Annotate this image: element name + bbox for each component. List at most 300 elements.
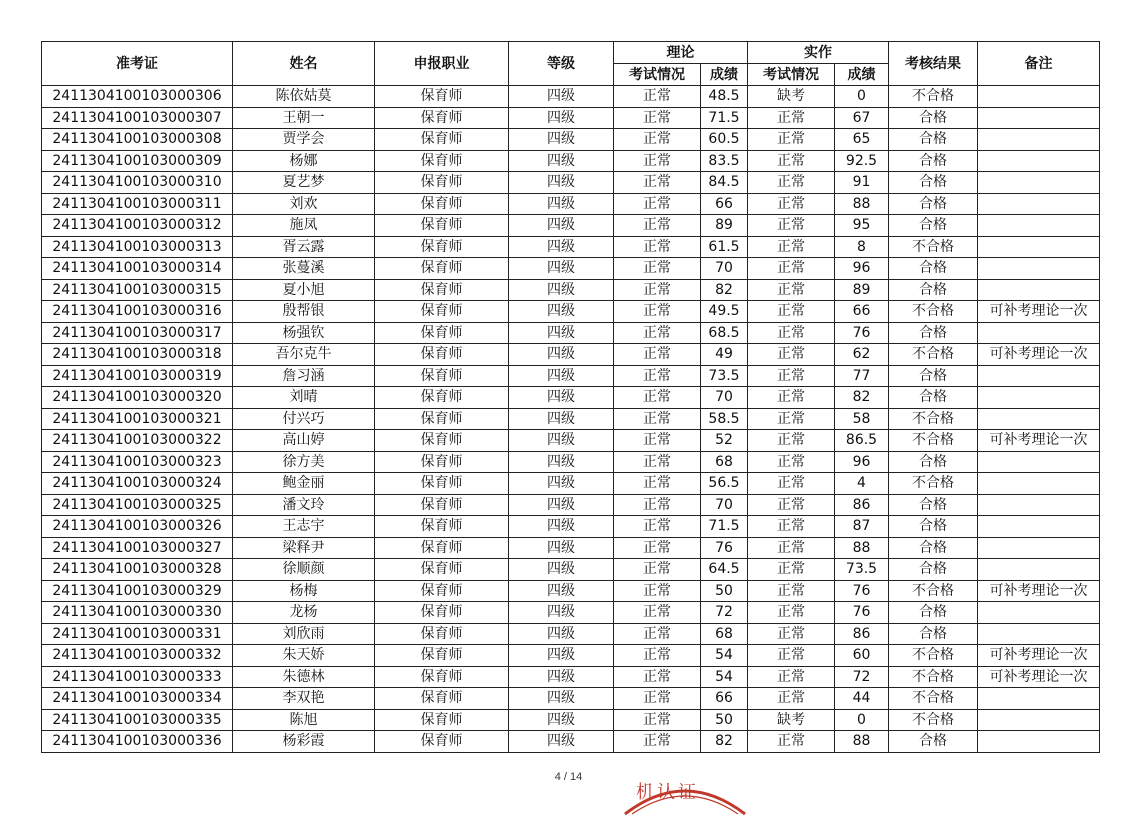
remark-cell: [978, 709, 1100, 731]
result-cell: 合格: [889, 279, 978, 301]
practice-status-cell: 缺考: [748, 86, 835, 108]
result-cell: 合格: [889, 107, 978, 129]
practice-status-cell: 正常: [748, 322, 835, 344]
table-row: [42, 473, 1100, 495]
level-cell: 四级: [509, 344, 614, 366]
table-row: [42, 236, 1100, 258]
practice-score-cell: 86.5: [835, 430, 889, 452]
exam-id-cell: 2411304100103000329: [42, 580, 233, 602]
theory-status-cell: 正常: [614, 559, 701, 581]
table-body: [42, 86, 1100, 753]
table-row: [42, 709, 1100, 731]
name-cell: 王志宇: [233, 516, 375, 538]
table-row: [42, 559, 1100, 581]
occupation-cell: 保育师: [375, 451, 509, 473]
exam-id-cell: 2411304100103000313: [42, 236, 233, 258]
practice-score-cell: 62: [835, 344, 889, 366]
name-cell: 杨强钦: [233, 322, 375, 344]
name-cell: 陈依姑莫: [233, 86, 375, 108]
result-cell: 合格: [889, 451, 978, 473]
practice-status-cell: 正常: [748, 516, 835, 538]
header-result: 考核结果: [889, 42, 978, 86]
level-cell: 四级: [509, 236, 614, 258]
occupation-cell: 保育师: [375, 731, 509, 753]
theory-status-cell: 正常: [614, 602, 701, 624]
result-cell: 不合格: [889, 473, 978, 495]
practice-score-cell: 0: [835, 86, 889, 108]
occupation-cell: 保育师: [375, 322, 509, 344]
result-cell: 不合格: [889, 580, 978, 602]
result-cell: 不合格: [889, 408, 978, 430]
theory-score-cell: 71.5: [701, 516, 748, 538]
theory-score-cell: 58.5: [701, 408, 748, 430]
header-name: 姓名: [233, 42, 375, 86]
occupation-cell: 保育师: [375, 172, 509, 194]
exam-id-cell: 2411304100103000319: [42, 365, 233, 387]
practice-status-cell: 正常: [748, 279, 835, 301]
table-row: [42, 107, 1100, 129]
remark-cell: [978, 451, 1100, 473]
theory-score-cell: 89: [701, 215, 748, 237]
theory-status-cell: 正常: [614, 688, 701, 710]
practice-status-cell: 正常: [748, 365, 835, 387]
result-cell: 合格: [889, 150, 978, 172]
header-practice: 实作: [748, 42, 889, 64]
table-row: [42, 645, 1100, 667]
exam-id-cell: 2411304100103000334: [42, 688, 233, 710]
result-cell: 合格: [889, 172, 978, 194]
result-cell: 不合格: [889, 645, 978, 667]
theory-status-cell: 正常: [614, 365, 701, 387]
table-row: [42, 86, 1100, 108]
practice-status-cell: 正常: [748, 236, 835, 258]
occupation-cell: 保育师: [375, 193, 509, 215]
remark-cell: [978, 731, 1100, 753]
result-cell: 合格: [889, 731, 978, 753]
remark-cell: 可补考理论一次: [978, 645, 1100, 667]
remark-cell: [978, 559, 1100, 581]
table-row: [42, 193, 1100, 215]
table-row: [42, 322, 1100, 344]
header-remark: 备注: [978, 42, 1100, 86]
occupation-cell: 保育师: [375, 86, 509, 108]
practice-status-cell: 正常: [748, 193, 835, 215]
exam-id-cell: 2411304100103000307: [42, 107, 233, 129]
theory-status-cell: 正常: [614, 451, 701, 473]
level-cell: 四级: [509, 129, 614, 151]
practice-score-cell: 88: [835, 731, 889, 753]
exam-id-cell: 2411304100103000317: [42, 322, 233, 344]
name-cell: 殷帮银: [233, 301, 375, 323]
practice-score-cell: 87: [835, 516, 889, 538]
exam-id-cell: 2411304100103000311: [42, 193, 233, 215]
table-row: [42, 172, 1100, 194]
exam-id-cell: 2411304100103000330: [42, 602, 233, 624]
practice-score-cell: 82: [835, 387, 889, 409]
remark-cell: [978, 193, 1100, 215]
exam-id-cell: 2411304100103000308: [42, 129, 233, 151]
practice-status-cell: 正常: [748, 623, 835, 645]
theory-status-cell: 正常: [614, 258, 701, 280]
exam-id-cell: 2411304100103000333: [42, 666, 233, 688]
table-row: [42, 430, 1100, 452]
header-theory-status: 考试情况: [614, 64, 701, 86]
level-cell: 四级: [509, 494, 614, 516]
practice-score-cell: 77: [835, 365, 889, 387]
level-cell: 四级: [509, 666, 614, 688]
remark-cell: [978, 623, 1100, 645]
practice-score-cell: 86: [835, 623, 889, 645]
theory-status-cell: 正常: [614, 709, 701, 731]
practice-status-cell: 正常: [748, 344, 835, 366]
exam-id-cell: 2411304100103000316: [42, 301, 233, 323]
practice-status-cell: 正常: [748, 645, 835, 667]
occupation-cell: 保育师: [375, 236, 509, 258]
table-row: [42, 344, 1100, 366]
name-cell: 李双艳: [233, 688, 375, 710]
header-practice-score: 成绩: [835, 64, 889, 86]
theory-status-cell: 正常: [614, 107, 701, 129]
theory-status-cell: 正常: [614, 516, 701, 538]
theory-score-cell: 68: [701, 451, 748, 473]
header-occupation: 申报职业: [375, 42, 509, 86]
result-cell: 合格: [889, 215, 978, 237]
table-row: [42, 688, 1100, 710]
result-cell: 不合格: [889, 430, 978, 452]
remark-cell: [978, 258, 1100, 280]
practice-score-cell: 8: [835, 236, 889, 258]
practice-score-cell: 96: [835, 451, 889, 473]
practice-status-cell: 正常: [748, 150, 835, 172]
practice-status-cell: 正常: [748, 494, 835, 516]
exam-id-cell: 2411304100103000332: [42, 645, 233, 667]
practice-status-cell: 正常: [748, 580, 835, 602]
exam-id-cell: 2411304100103000331: [42, 623, 233, 645]
theory-status-cell: 正常: [614, 172, 701, 194]
theory-status-cell: 正常: [614, 645, 701, 667]
theory-score-cell: 71.5: [701, 107, 748, 129]
remark-cell: [978, 129, 1100, 151]
exam-id-cell: 2411304100103000318: [42, 344, 233, 366]
name-cell: 施凤: [233, 215, 375, 237]
table-row: [42, 301, 1100, 323]
theory-score-cell: 50: [701, 709, 748, 731]
name-cell: 朱德林: [233, 666, 375, 688]
result-cell: 不合格: [889, 666, 978, 688]
theory-score-cell: 70: [701, 494, 748, 516]
practice-score-cell: 0: [835, 709, 889, 731]
table-row: [42, 580, 1100, 602]
theory-status-cell: 正常: [614, 129, 701, 151]
level-cell: 四级: [509, 172, 614, 194]
theory-score-cell: 82: [701, 731, 748, 753]
result-cell: 不合格: [889, 86, 978, 108]
result-cell: 不合格: [889, 709, 978, 731]
theory-score-cell: 72: [701, 602, 748, 624]
occupation-cell: 保育师: [375, 387, 509, 409]
practice-status-cell: 正常: [748, 408, 835, 430]
exam-id-cell: 2411304100103000321: [42, 408, 233, 430]
practice-status-cell: 正常: [748, 129, 835, 151]
name-cell: 鲍金丽: [233, 473, 375, 495]
practice-status-cell: 正常: [748, 451, 835, 473]
result-cell: 合格: [889, 129, 978, 151]
theory-score-cell: 52: [701, 430, 748, 452]
theory-score-cell: 49.5: [701, 301, 748, 323]
occupation-cell: 保育师: [375, 430, 509, 452]
name-cell: 梁释尹: [233, 537, 375, 559]
level-cell: 四级: [509, 473, 614, 495]
remark-cell: [978, 86, 1100, 108]
name-cell: 杨娜: [233, 150, 375, 172]
name-cell: 胥云露: [233, 236, 375, 258]
level-cell: 四级: [509, 645, 614, 667]
theory-status-cell: 正常: [614, 279, 701, 301]
theory-status-cell: 正常: [614, 494, 701, 516]
seal-text: 机认证: [636, 782, 699, 803]
result-cell: 合格: [889, 387, 978, 409]
theory-score-cell: 76: [701, 537, 748, 559]
name-cell: 杨彩霞: [233, 731, 375, 753]
exam-id-cell: 2411304100103000309: [42, 150, 233, 172]
theory-score-cell: 73.5: [701, 365, 748, 387]
theory-score-cell: 83.5: [701, 150, 748, 172]
theory-score-cell: 84.5: [701, 172, 748, 194]
name-cell: 刘欣雨: [233, 623, 375, 645]
practice-score-cell: 88: [835, 537, 889, 559]
name-cell: 吾尔克牛: [233, 344, 375, 366]
remark-cell: [978, 602, 1100, 624]
theory-status-cell: 正常: [614, 473, 701, 495]
remark-cell: [978, 688, 1100, 710]
remark-cell: 可补考理论一次: [978, 301, 1100, 323]
remark-cell: [978, 322, 1100, 344]
practice-score-cell: 96: [835, 258, 889, 280]
name-cell: 詹习涵: [233, 365, 375, 387]
practice-score-cell: 92.5: [835, 150, 889, 172]
theory-score-cell: 56.5: [701, 473, 748, 495]
result-cell: 合格: [889, 537, 978, 559]
remark-cell: [978, 215, 1100, 237]
name-cell: 徐方美: [233, 451, 375, 473]
practice-status-cell: 正常: [748, 215, 835, 237]
occupation-cell: 保育师: [375, 279, 509, 301]
theory-score-cell: 50: [701, 580, 748, 602]
header-practice-status: 考试情况: [748, 64, 835, 86]
table-row: [42, 451, 1100, 473]
theory-score-cell: 68: [701, 623, 748, 645]
table-row: [42, 408, 1100, 430]
occupation-cell: 保育师: [375, 344, 509, 366]
exam-id-cell: 2411304100103000335: [42, 709, 233, 731]
practice-score-cell: 73.5: [835, 559, 889, 581]
theory-status-cell: 正常: [614, 666, 701, 688]
practice-status-cell: 正常: [748, 666, 835, 688]
theory-status-cell: 正常: [614, 86, 701, 108]
occupation-cell: 保育师: [375, 559, 509, 581]
name-cell: 付兴巧: [233, 408, 375, 430]
occupation-cell: 保育师: [375, 215, 509, 237]
table-row: [42, 258, 1100, 280]
practice-score-cell: 58: [835, 408, 889, 430]
exam-id-cell: 2411304100103000306: [42, 86, 233, 108]
remark-cell: [978, 236, 1100, 258]
practice-status-cell: 正常: [748, 301, 835, 323]
theory-status-cell: 正常: [614, 408, 701, 430]
practice-score-cell: 76: [835, 602, 889, 624]
result-cell: 合格: [889, 365, 978, 387]
remark-cell: 可补考理论一次: [978, 666, 1100, 688]
practice-score-cell: 60: [835, 645, 889, 667]
practice-score-cell: 86: [835, 494, 889, 516]
exam-id-cell: 2411304100103000312: [42, 215, 233, 237]
level-cell: 四级: [509, 258, 614, 280]
remark-cell: 可补考理论一次: [978, 430, 1100, 452]
table-row: [42, 150, 1100, 172]
theory-status-cell: 正常: [614, 215, 701, 237]
theory-score-cell: 64.5: [701, 559, 748, 581]
level-cell: 四级: [509, 537, 614, 559]
practice-status-cell: 正常: [748, 430, 835, 452]
occupation-cell: 保育师: [375, 688, 509, 710]
result-cell: 合格: [889, 516, 978, 538]
theory-score-cell: 70: [701, 258, 748, 280]
exam-id-cell: 2411304100103000323: [42, 451, 233, 473]
name-cell: 潘文玲: [233, 494, 375, 516]
occupation-cell: 保育师: [375, 602, 509, 624]
remark-cell: 可补考理论一次: [978, 344, 1100, 366]
theory-status-cell: 正常: [614, 150, 701, 172]
remark-cell: [978, 279, 1100, 301]
name-cell: 夏艺梦: [233, 172, 375, 194]
theory-score-cell: 66: [701, 193, 748, 215]
exam-id-cell: 2411304100103000326: [42, 516, 233, 538]
result-cell: 合格: [889, 623, 978, 645]
name-cell: 张蔓溪: [233, 258, 375, 280]
table-row: [42, 279, 1100, 301]
name-cell: 龙杨: [233, 602, 375, 624]
level-cell: 四级: [509, 387, 614, 409]
table-row: [42, 516, 1100, 538]
practice-score-cell: 65: [835, 129, 889, 151]
practice-status-cell: 正常: [748, 602, 835, 624]
result-cell: 合格: [889, 559, 978, 581]
remark-cell: [978, 516, 1100, 538]
name-cell: 王朝一: [233, 107, 375, 129]
theory-status-cell: 正常: [614, 430, 701, 452]
result-cell: 合格: [889, 494, 978, 516]
practice-score-cell: 89: [835, 279, 889, 301]
theory-status-cell: 正常: [614, 193, 701, 215]
exam-id-cell: 2411304100103000315: [42, 279, 233, 301]
occupation-cell: 保育师: [375, 107, 509, 129]
theory-status-cell: 正常: [614, 731, 701, 753]
occupation-cell: 保育师: [375, 408, 509, 430]
theory-score-cell: 54: [701, 666, 748, 688]
table-row: [42, 494, 1100, 516]
remark-cell: 可补考理论一次: [978, 580, 1100, 602]
table-row: [42, 365, 1100, 387]
theory-status-cell: 正常: [614, 387, 701, 409]
level-cell: 四级: [509, 559, 614, 581]
practice-status-cell: 正常: [748, 731, 835, 753]
level-cell: 四级: [509, 516, 614, 538]
header-theory: 理论: [614, 42, 748, 64]
exam-id-cell: 2411304100103000336: [42, 731, 233, 753]
theory-score-cell: 49: [701, 344, 748, 366]
table-row: [42, 129, 1100, 151]
practice-status-cell: 正常: [748, 473, 835, 495]
table-row: [42, 602, 1100, 624]
exam-id-cell: 2411304100103000328: [42, 559, 233, 581]
practice-score-cell: 44: [835, 688, 889, 710]
practice-status-cell: 正常: [748, 559, 835, 581]
level-cell: 四级: [509, 86, 614, 108]
exam-id-cell: 2411304100103000310: [42, 172, 233, 194]
level-cell: 四级: [509, 322, 614, 344]
theory-score-cell: 48.5: [701, 86, 748, 108]
level-cell: 四级: [509, 107, 614, 129]
occupation-cell: 保育师: [375, 301, 509, 323]
name-cell: 高山婷: [233, 430, 375, 452]
remark-cell: [978, 494, 1100, 516]
practice-score-cell: 76: [835, 580, 889, 602]
remark-cell: [978, 387, 1100, 409]
occupation-cell: 保育师: [375, 516, 509, 538]
name-cell: 陈旭: [233, 709, 375, 731]
practice-status-cell: 缺考: [748, 709, 835, 731]
table-row: [42, 731, 1100, 753]
theory-score-cell: 54: [701, 645, 748, 667]
result-cell: 不合格: [889, 688, 978, 710]
occupation-cell: 保育师: [375, 580, 509, 602]
occupation-cell: 保育师: [375, 150, 509, 172]
occupation-cell: 保育师: [375, 365, 509, 387]
remark-cell: [978, 408, 1100, 430]
level-cell: 四级: [509, 709, 614, 731]
occupation-cell: 保育师: [375, 709, 509, 731]
occupation-cell: 保育师: [375, 623, 509, 645]
level-cell: 四级: [509, 301, 614, 323]
practice-score-cell: 95: [835, 215, 889, 237]
result-cell: 不合格: [889, 301, 978, 323]
level-cell: 四级: [509, 193, 614, 215]
header-exam-id: 准考证: [42, 42, 233, 86]
remark-cell: [978, 107, 1100, 129]
table-row: [42, 537, 1100, 559]
theory-status-cell: 正常: [614, 580, 701, 602]
result-cell: 不合格: [889, 344, 978, 366]
theory-status-cell: 正常: [614, 322, 701, 344]
practice-score-cell: 76: [835, 322, 889, 344]
exam-id-cell: 2411304100103000320: [42, 387, 233, 409]
name-cell: 徐顺颜: [233, 559, 375, 581]
level-cell: 四级: [509, 215, 614, 237]
theory-score-cell: 70: [701, 387, 748, 409]
level-cell: 四级: [509, 150, 614, 172]
result-cell: 合格: [889, 258, 978, 280]
name-cell: 刘晴: [233, 387, 375, 409]
remark-cell: [978, 537, 1100, 559]
occupation-cell: 保育师: [375, 666, 509, 688]
practice-score-cell: 4: [835, 473, 889, 495]
name-cell: 贾学会: [233, 129, 375, 151]
practice-score-cell: 67: [835, 107, 889, 129]
result-cell: 合格: [889, 322, 978, 344]
level-cell: 四级: [509, 365, 614, 387]
table-row: [42, 215, 1100, 237]
remark-cell: [978, 150, 1100, 172]
